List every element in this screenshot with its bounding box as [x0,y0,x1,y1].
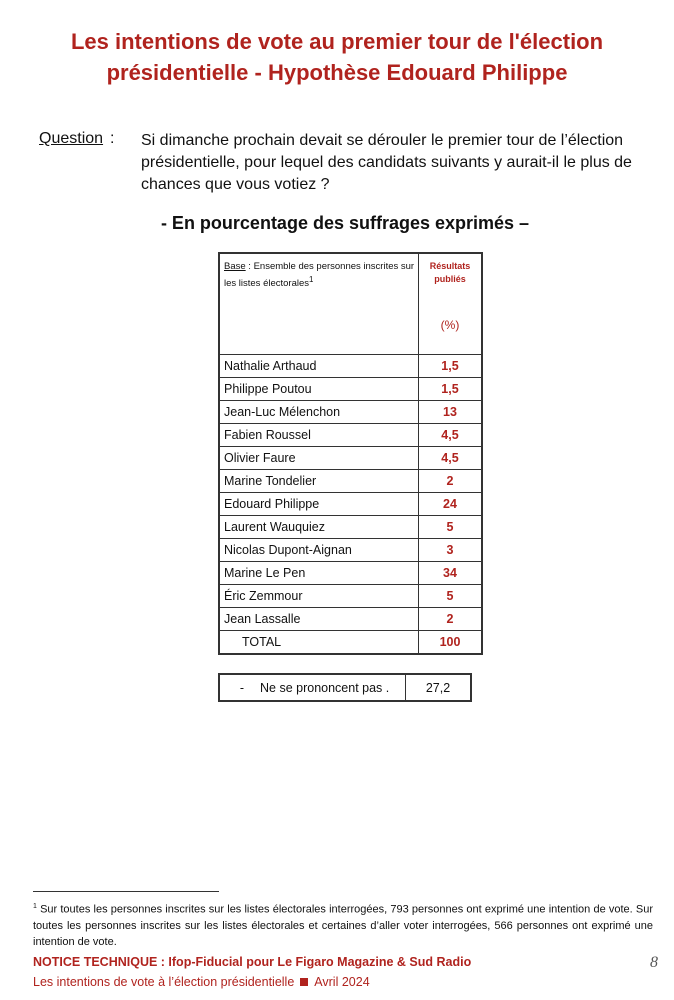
candidate-result: 5 [419,585,483,608]
undecided-dash: - [239,680,245,695]
candidate-result: 2 [419,470,483,493]
base-description [219,253,419,355]
candidate-name: Jean Lassalle [219,608,419,631]
candidate-result: 34 [419,562,483,585]
title-line-2: présidentielle - Hypothèse Edouard Philippe [106,60,568,85]
page-title [30,26,644,88]
title-line-1: Les intentions de vote au premier tour de l'élection [70,29,604,54]
candidate-result: 24 [419,493,483,516]
undecided-label-cell [219,674,406,701]
undecided-label: Ne se prononcent pas . [260,680,390,695]
candidate-name: Philippe Poutou [219,378,419,401]
candidate-result: 4,5 [419,447,483,470]
undecided-table [218,673,472,702]
table-row [219,493,482,516]
footnote [33,899,653,950]
results-header-label [419,254,481,286]
question-label: Question [39,130,104,147]
candidate-result: 1,5 [419,378,483,401]
table-row [219,470,482,493]
candidate-result: 5 [419,516,483,539]
table-row [219,516,482,539]
footnote-text: Sur toutes les personnes inscrites sur les listes électorales interrogées, 793 personnes ont exprimé une intention de vote. Sur toutes les personnes inscrites sur les listes électorales et certaines d’aller voter interrogées, 566 personnes ont exprimé une intention de vote. [33,903,653,948]
undecided-row [219,674,471,701]
candidate-name: Éric Zemmour [219,585,419,608]
footer-date: Avril 2024 [314,975,370,989]
total-label: TOTAL [219,631,419,655]
technical-notice: NOTICE TECHNIQUE : Ifop-Fiducial pour Le Figaro Magazine & Sud Radio [33,955,472,969]
total-value: 100 [419,631,483,655]
table-row [219,424,482,447]
footer-subtitle-left: Les intentions de vote à l’élection présidentielle [33,975,295,989]
footnote-marker: 1 [33,903,37,910]
candidate-result: 13 [419,401,483,424]
base-label: Base [224,261,246,272]
candidate-name: Jean-Luc Mélenchon [219,401,419,424]
question-colon: : [110,130,115,147]
undecided-value: 27,2 [406,674,472,701]
results-column-header [419,253,483,355]
total-row [219,631,482,655]
candidate-name: Marine Le Pen [219,562,419,585]
percent-unit-label: (%) [440,318,460,332]
base-footnote-marker: 1 [309,275,314,284]
candidate-name: Nathalie Arthaud [219,355,419,378]
candidate-name: Olivier Faure [219,447,419,470]
page-number: 8 [650,954,658,971]
candidate-result: 2 [419,608,483,631]
results-subtitle: - En pourcentage des suffrages exprimés – [160,213,530,233]
table-header-row [219,253,482,355]
square-bullet-icon [300,978,308,986]
table-row [219,539,482,562]
footnote-separator [33,891,219,892]
candidate-result: 3 [419,539,483,562]
candidate-name: Edouard Philippe [219,493,419,516]
candidate-name: Marine Tondelier [219,470,419,493]
candidate-name: Fabien Roussel [219,424,419,447]
results-header-line-2: publiés [434,274,466,284]
results-header-line-1: Résultats [429,261,471,271]
results-table [218,252,483,655]
table-row [219,447,482,470]
question-text: Si dimanche prochain devait se dérouler le premier tour de l’élection présidentielle, pour lequel des candidats suivants y aurait-il le plus de chances que vous votiez ? [141,132,632,193]
table-row [219,378,482,401]
candidate-name: Nicolas Dupont-Aignan [219,539,419,562]
table-row [219,585,482,608]
table-row [219,355,482,378]
table-row [219,608,482,631]
candidate-name: Laurent Wauquiez [219,516,419,539]
footer-subtitle [33,975,370,989]
table-row [219,401,482,424]
base-text: : Ensemble des personnes inscrites sur les listes électorales [224,261,415,290]
table-row [219,562,482,585]
candidate-result: 1,5 [419,355,483,378]
candidate-result: 4,5 [419,424,483,447]
